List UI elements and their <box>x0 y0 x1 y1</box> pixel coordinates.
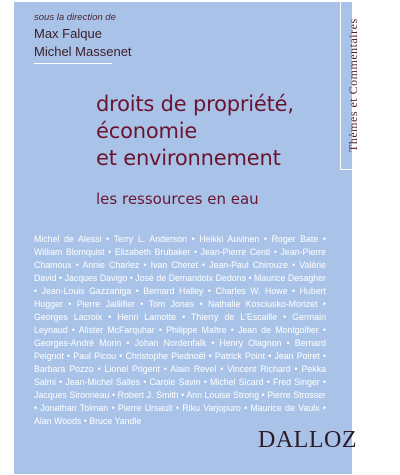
series-frame-vertical-rule <box>340 2 341 170</box>
editor-name: Michel Massenet <box>34 44 132 59</box>
publisher-logo: DALLOZ <box>258 427 357 453</box>
editor-name: Max Falque <box>34 26 102 41</box>
contributors-list: Michel de Alessi • Terry L. Anderson • Heikki Auvinen • Roger Bate • William Blomquist • Elizabeth Brubaker • Jean-Pierre Centi • Jean-Pierre Chamoux • Annie Charlez • Ivan Cheret • Jean-Paul Chirouze • Valérie David • Jacques Davigo • José de Demandolx Dedons • Maurice Desagher • Jean-Louis Gazzaniga • Bernard Halley • Charles W. Howe • Hubert Hugger • Pierre Jaillifier • Tom Jones • Nathalie Kosciusko-Morizet • Georges Lacroix • Henri Lamotte • Thierry de L'Escaille • Germain Leynaud • Alister McFarquhar • Philippe Maître • Jean de Montgolfier • Georges-André Morin • Johan Nordenfalk • Henry Olagnon • Bernard Peignot • Paul Picou • Christophe Piednoël • Patrick Point • Jean Poiret • Barbara Pozzo • Lionel Prigent • Alain Revel • Vincent Richard • Pekka Salmi • Jean-Michel Salles • Carole Savin • Michel Sicard • Fred Singer • Jacques Sironneau • Robert J. Smith • Ann Louise Strong • Pierre Strosser • Jonathan Tolman • Pierre Ursault • Riku Varjopuro • Maurice de Vaulx • Alan Woods • Bruce Yandle <box>34 234 326 426</box>
title-line: économie <box>96 119 198 143</box>
series-frame-horizontal-rule <box>340 169 364 170</box>
title-line: et environnement <box>96 146 281 170</box>
subtitle: les ressources en eau <box>96 190 259 208</box>
title-line: droits de propriété, <box>96 92 294 116</box>
series-label: Thèmes et Commentaires <box>346 18 360 152</box>
editor-underline <box>34 63 112 64</box>
direction-intro: sous la direction de <box>34 12 116 23</box>
book-cover <box>14 2 360 474</box>
